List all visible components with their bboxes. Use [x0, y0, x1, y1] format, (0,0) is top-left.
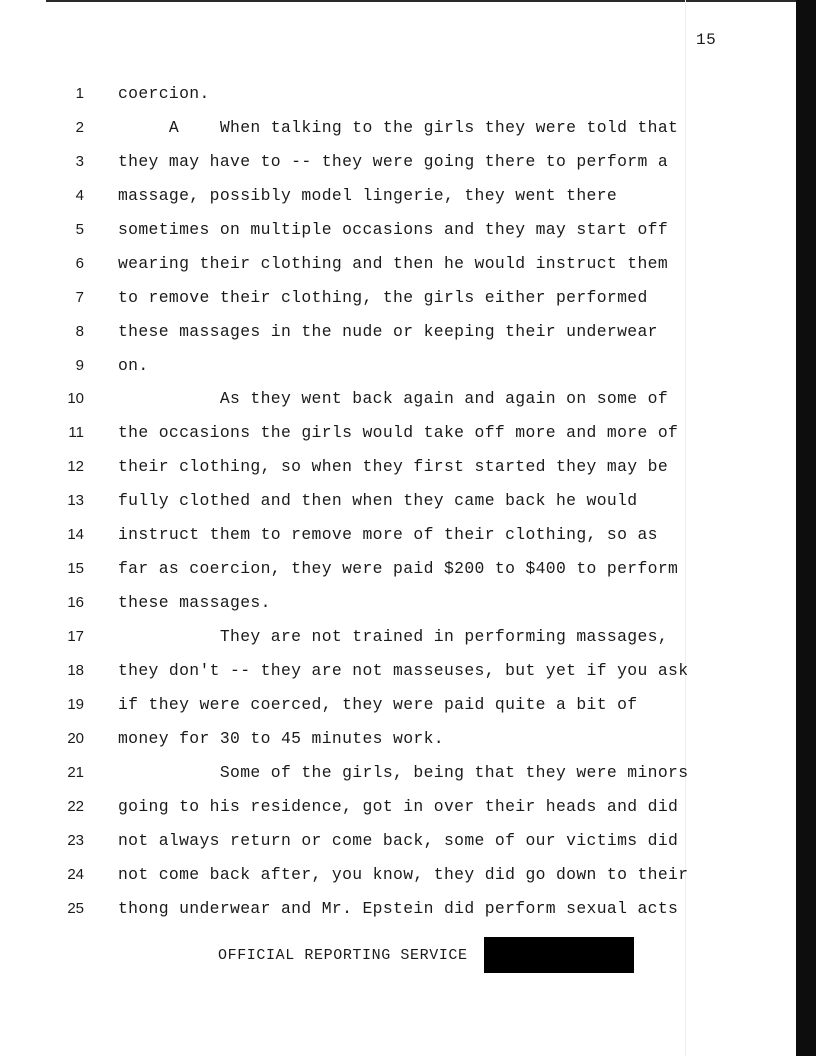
line-number: 17: [67, 628, 84, 645]
transcript-line: [0, 559, 796, 593]
line-text: thong underwear and Mr. Epstein did perform sexual acts: [118, 898, 679, 918]
line-number: 19: [67, 695, 84, 713]
page-number: 15: [696, 31, 717, 49]
line-text: going to his residence, got in over their heads and did: [118, 796, 679, 816]
reporting-service-footer: OFFICIAL REPORTING SERVICE: [218, 947, 468, 964]
line-number: 5: [75, 220, 84, 238]
transcript-line: [0, 186, 796, 220]
transcript-line: [0, 729, 796, 763]
transcript-line: [0, 865, 796, 899]
transcript-line: [0, 899, 796, 933]
line-text: sometimes on multiple occasions and they may start off: [118, 219, 669, 239]
transcript-line: [0, 491, 796, 525]
line-text: They are not trained in performing massages,: [118, 627, 669, 646]
line-text: Some of the girls, being that they were minors: [118, 762, 689, 782]
line-text: these massages.: [118, 593, 271, 613]
line-text: A When talking to the girls they were told that: [118, 117, 679, 137]
line-text: wearing their clothing and then he would instruct them: [118, 253, 669, 273]
line-text: their clothing, so when they first started they may be: [118, 457, 669, 477]
line-number: 21: [67, 763, 84, 781]
line-number: 3: [75, 152, 84, 170]
line-text: money for 30 to 45 minutes work.: [118, 728, 444, 748]
transcript-line: [0, 152, 796, 186]
line-text: the occasions the girls would take off more and more of: [118, 423, 679, 443]
line-text: fully clothed and then when they came back he would: [118, 491, 638, 511]
line-text: they may have to -- they were going there to perform a: [118, 151, 669, 171]
line-number: 1: [75, 85, 84, 102]
line-text: far as coercion, they were paid $200 to $400 to perform: [118, 559, 679, 579]
line-number: 9: [75, 356, 84, 374]
scan-edge-top: [46, 0, 816, 2]
transcript-line: [0, 763, 796, 797]
transcript-line: [0, 84, 796, 118]
line-text: coercion.: [118, 84, 210, 103]
line-text: As they went back again and again on some of: [118, 389, 669, 409]
transcript-line: [0, 322, 796, 356]
transcript-line: [0, 593, 796, 627]
line-number: 15: [67, 560, 84, 578]
line-number: 23: [67, 831, 84, 849]
line-text: they don't -- they are not masseuses, but yet if you ask: [118, 660, 689, 680]
scan-edge-right: [796, 0, 816, 1056]
line-number: 10: [67, 390, 84, 408]
transcript-line: [0, 254, 796, 288]
line-number: 11: [68, 424, 84, 442]
line-number: 4: [75, 186, 84, 204]
line-number: 2: [75, 118, 84, 136]
line-number: 6: [75, 254, 84, 272]
transcript-line: [0, 288, 796, 322]
transcript-line: [0, 220, 796, 254]
transcript-line: [0, 457, 796, 491]
line-number: 16: [67, 594, 84, 612]
line-text: if they were coerced, they were paid quite a bit of: [118, 694, 638, 714]
line-number: 25: [67, 899, 84, 917]
line-text: massage, possibly model lingerie, they went there: [118, 185, 618, 205]
transcript-line: [0, 389, 796, 423]
line-text: instruct them to remove more of their clothing, so as: [118, 525, 658, 545]
line-number: 24: [67, 865, 84, 883]
line-text: not always return or come back, some of our victims did: [118, 830, 679, 850]
transcript-line: [0, 695, 796, 729]
transcript-line: [0, 423, 796, 457]
transcript-line: [0, 627, 796, 661]
transcript-line: [0, 118, 796, 152]
line-number: 8: [75, 322, 84, 340]
line-number: 13: [67, 492, 84, 510]
line-number: 20: [67, 729, 84, 747]
line-text: these massages in the nude or keeping their underwear: [118, 321, 658, 341]
line-number: 22: [67, 797, 84, 815]
transcript-body: [0, 84, 796, 932]
line-number: 18: [67, 661, 84, 679]
redaction-block: [484, 937, 634, 973]
transcript-line: [0, 797, 796, 831]
line-number: 14: [67, 526, 84, 544]
line-number: 7: [75, 288, 84, 306]
transcript-line: [0, 525, 796, 559]
line-text: not come back after, you know, they did go down to their: [118, 864, 689, 884]
transcript-line: [0, 356, 796, 390]
line-number: 12: [67, 458, 84, 476]
line-text: on.: [118, 355, 149, 375]
transcript-line: [0, 661, 796, 695]
transcript-line: [0, 831, 796, 865]
line-text: to remove their clothing, the girls either performed: [118, 287, 648, 307]
